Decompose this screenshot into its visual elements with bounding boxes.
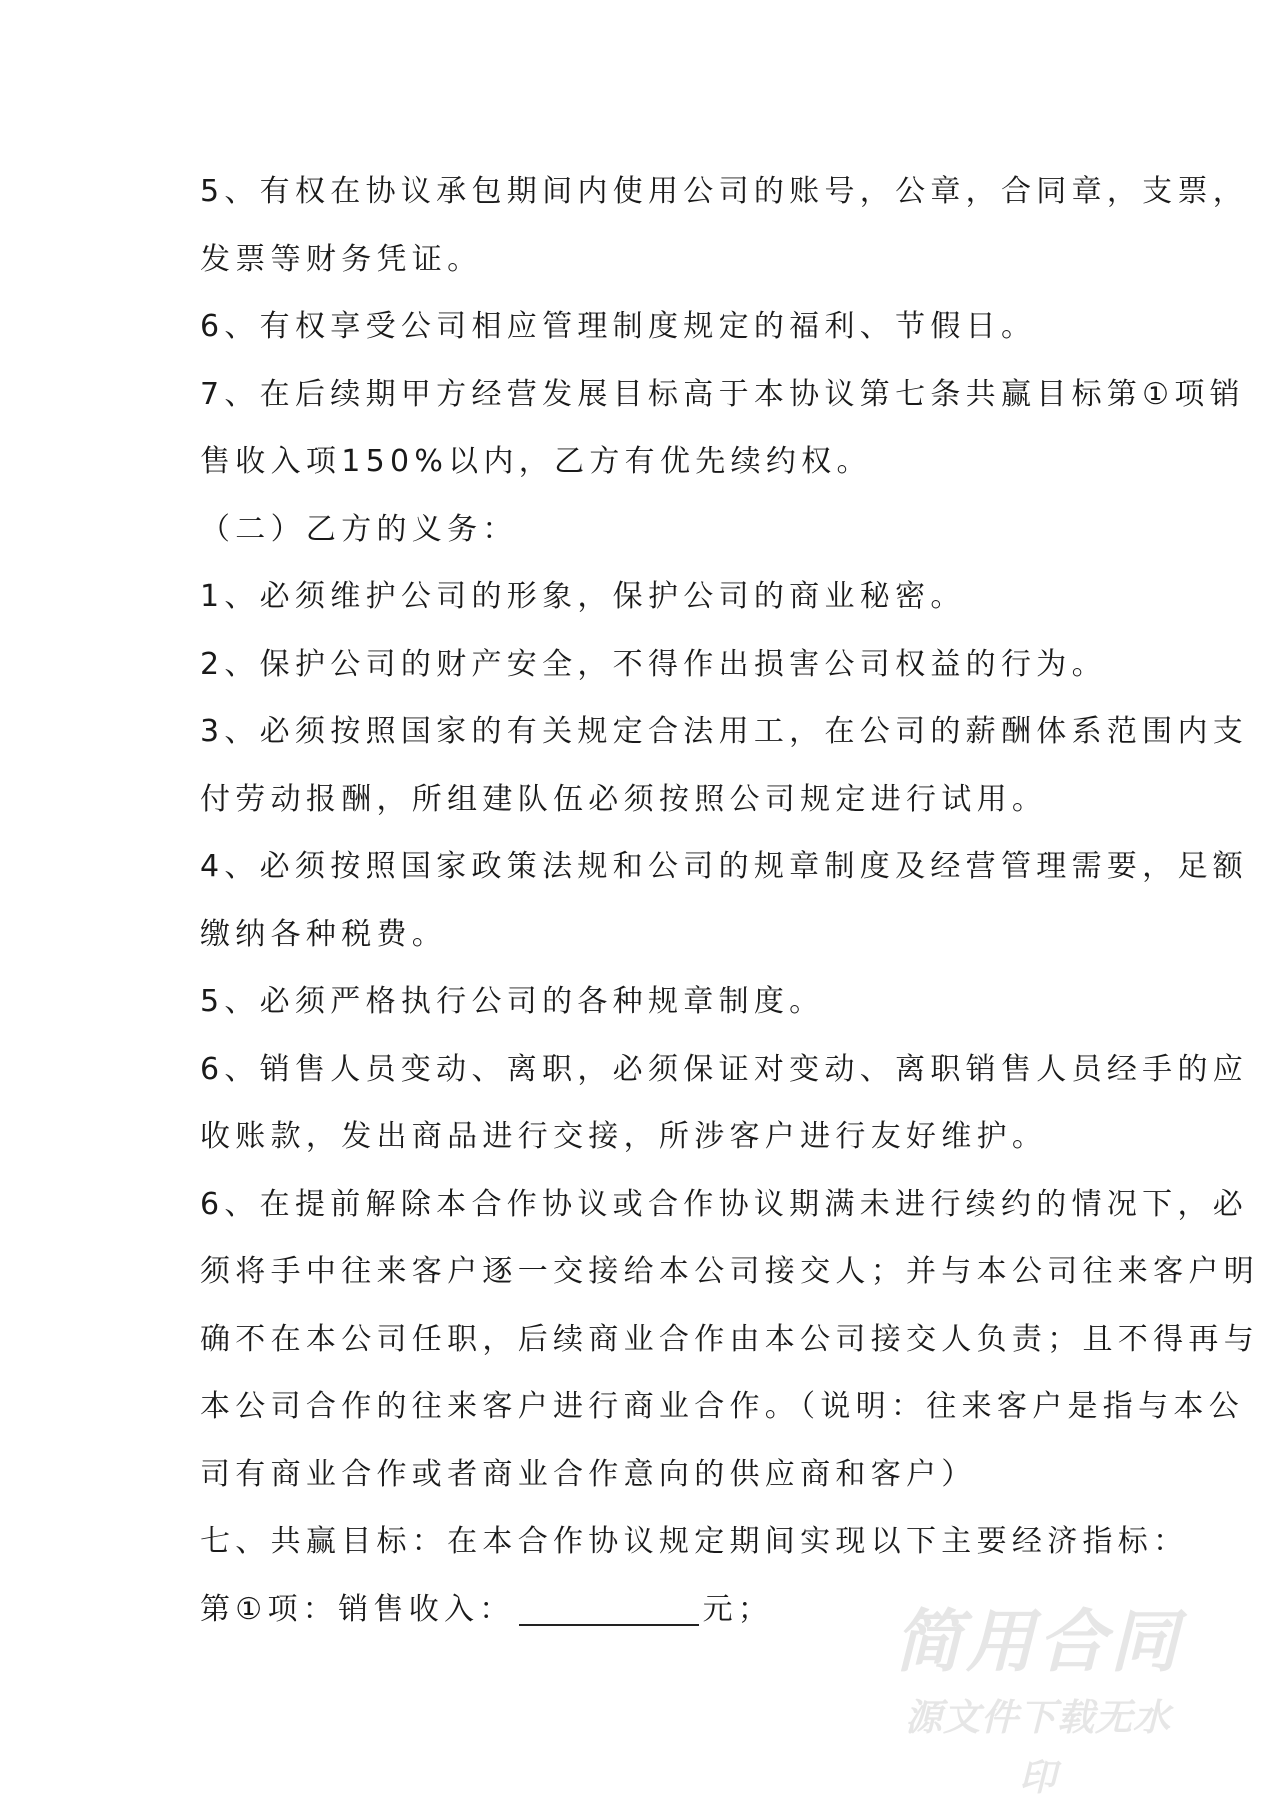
text-line: 本公司合作的往来客户进行商业合作。（说明：往来客户是指与本公 xyxy=(200,1389,1244,1424)
text-line: 6、在提前解除本合作协议或合作协议期满未进行续约的情况下，必 xyxy=(200,1186,1249,1222)
text-line: 付劳动报酬，所组建队伍必须按照公司规定进行试用。 xyxy=(200,781,1048,817)
text-line: 6、有权享受公司相应管理制度规定的福利、节假日。 xyxy=(200,309,1037,344)
text-line: 收账款，发出商品进行交接，所涉客户进行友好维护。 xyxy=(200,1119,1048,1154)
text-line: 5、有权在协议承包期间内使用公司的账号，公章，合同章，支票， xyxy=(200,174,1249,209)
sales-target-blank xyxy=(519,1594,699,1626)
text-line: 3、必须按照国家的有关规定合法用工，在公司的薪酬体系范围内支 xyxy=(200,714,1249,749)
text-line: 确不在本公司任职，后续商业合作由本公司接交人负责；且不得再与 xyxy=(200,1321,1259,1357)
section-heading: （二）乙方的义务： xyxy=(200,511,518,547)
text-line: 司有商业合作或者商业合作意向的供应商和客户） xyxy=(200,1456,977,1492)
text-line: 4、必须按照国家政策法规和公司的规章制度及经营管理需要，足额 xyxy=(200,849,1249,884)
text-line: 1、必须维护公司的形象，保护公司的商业秘密。 xyxy=(200,579,966,614)
text-line: 须将手中往来客户逐一交接给本公司接交人；并与本公司往来客户明 xyxy=(200,1254,1259,1289)
text-line: 2、保护公司的财产安全，不得作出损害公司权益的行为。 xyxy=(200,646,1107,682)
text-line: 发票等财务凭证。 xyxy=(200,241,483,277)
text-line: 6、销售人员变动、离职，必须保证对变动、离职销售人员经手的应 xyxy=(200,1051,1249,1087)
section-heading: 七、共赢目标：在本合作协议规定期间实现以下主要经济指标： xyxy=(200,1524,1189,1559)
sales-target-label: 第①项：销售收入： xyxy=(200,1591,515,1627)
sales-target-unit: 元； xyxy=(702,1591,774,1627)
watermark-title: 简用合同 xyxy=(893,1603,1182,1682)
watermark-subtitle: 源文件下载无水印 xyxy=(905,1696,1171,1799)
watermark xyxy=(888,1598,1188,1808)
text-line: 售收入项150%以内，乙方有优先续约权。 xyxy=(200,444,872,479)
text-line: 缴纳各种税费。 xyxy=(200,916,448,952)
text-line: 7、在后续期甲方经营发展目标高于本协议第七条共赢目标第①项销 xyxy=(200,376,1245,412)
text-line: 5、必须严格执行公司的各种规章制度。 xyxy=(200,984,825,1019)
